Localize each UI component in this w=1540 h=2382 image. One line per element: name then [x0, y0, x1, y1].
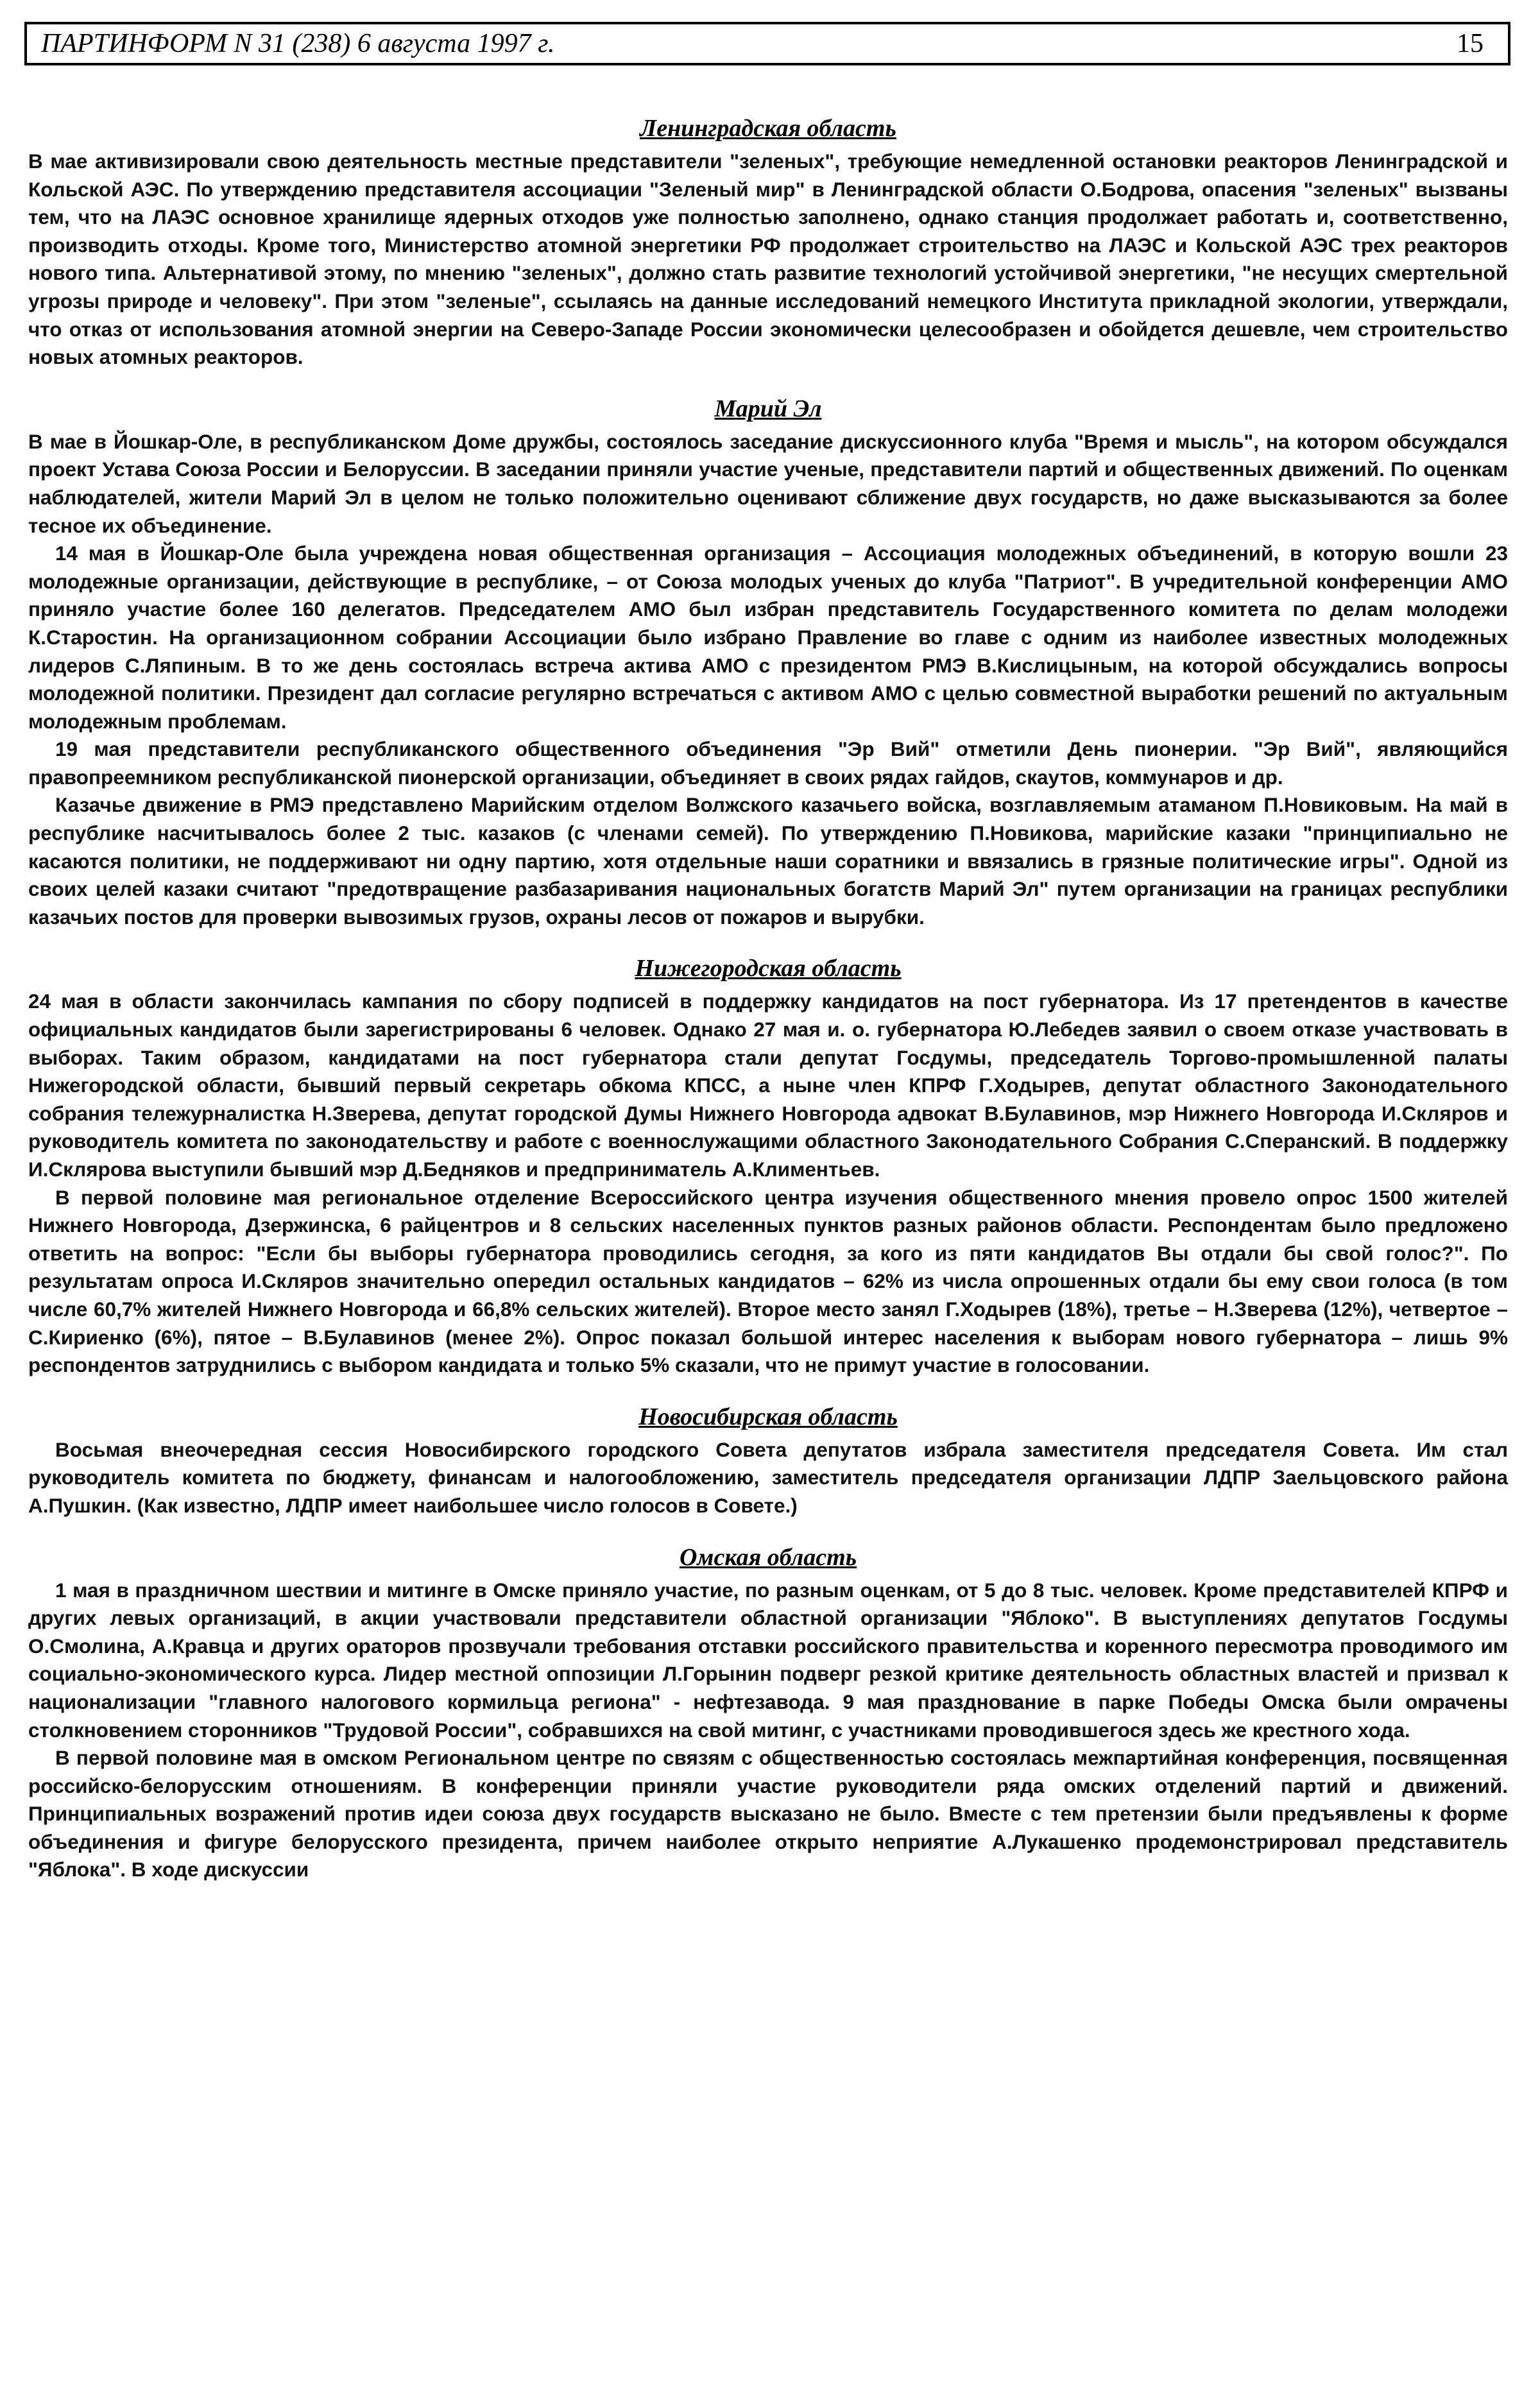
paragraph: Восьмая внеочередная сессия Новосибирского городского Совета депутатов избрала заместителя председателя Совета. Им стал руководитель комитета по бюджету, финансам и налогообложению, заместитель председателя организации ЛДПР Заельцовского района А.Пушкин. (Как известно, ЛДПР имеет наибольшее число голосов в Совете.) [28, 1437, 1508, 1517]
section-leningrad [28, 114, 1508, 372]
section-omsk [28, 1543, 1508, 1885]
section-title: Марий Эл [714, 395, 822, 422]
paragraph: В первой половине мая региональное отделение Всероссийского центра изучения общественного мнения провело опрос 1500 жителей Нижнего Новгорода, Дзержинска, 6 райцентров и 8 сельских населенных пунктов разных районов области. Респондентам было предложено ответить на вопрос: "Если бы выборы губернатора проводились сегодня, за кого из пяти кандидатов Вы отдали бы свой голос?". По результатам опроса И.Скляров значительно опередил остальных кандидатов – 62% из числа опрошенных отдали бы ему свои голоса (в том числе 60,7% жителей Нижнего Новгорода и 66,8% сельских жителей). Второе место занял Г.Ходырев (18%), третье – Н.Зверева (12%), четвертое – С.Кириенко (6%), пятое – В.Булавинов (менее 2%). Опрос показал большой интерес населения к выборам нового губернатора – лишь 9% респондентов затруднились с выбором кандидата и только 5% сказали, что не примут участие в голосовании. [28, 1185, 1508, 1377]
paragraph: Казачье движение в РМЭ представлено Марийским отделом Волжского казачьего войска, возглавляемым атаманом П.Новиковым. На май в республике насчитывалось более 2 тыс. казаков (с членами семей). По утверждению П.Новикова, марийские казаки "принципиально не касаются политики, не поддерживают ни одну партию, хотя отдельные наши соратники и ввязались в грязные политические игры". Одной из своих целей казаки считают "предотвращение разбазаривания национальных богатств Марий Эл" путем организации на границах республики казачьих постов для проверки вывозимых грузов, охраны лесов от пожаров и вырубки. [28, 793, 1508, 929]
paragraph: 1 мая в праздничном шествии и митинге в Омске приняло участие, по разным оценкам, от 5 до 8 тыс. человек. Кроме представителей КПРФ и других левых организаций, в акции участвовали представители областной организации "Яблоко". В выступлениях депутатов Госдумы О.Смолина, А.Кравца и других ораторов прозвучали требования отставки российского правительства и коренного пересмотра проводимого им социально-экономического курса. Лидер местной оппозиции Л.Горынин подверг резкой критике деятельность областных властей и призвал к национализации "главного налогового кормильца региона" - нефтезавода. 9 мая празднование в парке Победы Омска были омрачены столкновением сторонников "Трудовой России", собравшихся на свой митинг, с участниками проводившегося здесь же крестного хода. [28, 1578, 1508, 1742]
paragraph: 19 мая представители республиканского общественного объединения "Эр Вий" отметили День пионерии. "Эр Вий", являющийся правопреемником республиканской пионерской организации, объединяет в своих рядах гайдов, скаутов, коммунаров и др. [28, 737, 1508, 789]
publication-title: ПАРТИНФОРМ N 31 (238) 6 августа 1997 г. [41, 29, 555, 58]
section-title: Ленинградская область [640, 115, 896, 142]
page-header [24, 22, 1510, 65]
section-title: Новосибирская область [638, 1403, 898, 1430]
section-mari-el [28, 395, 1508, 932]
section-title: Нижегородская область [635, 955, 902, 982]
paragraph: В мае активизировали свою деятельность местные представители "зеленых", требующие немедленной остановки реакторов Ленинградской и Кольской АЭС. По утверждению представителя ассоциации "Зеленый мир" в Ленинградской области О.Бодрова, опасения "зеленых" вызваны тем, что на ЛАЭС основное хранилище ядерных отходов уже полностью заполнено, однако станция продолжает работать и, соответственно, производить отходы. Кроме того, Министерство атомной энергетики РФ продолжает строительство на ЛАЭС и Кольской АЭС трех реакторов нового типа. Альтернативой этому, по мнению "зеленых", должно стать развитие технологий устойчивой энергетики, "не несущих смертельной угрозы природе и человеку". При этом "зеленые", ссылаясь на данные исследований немецкого Института прикладной экологии, утверждали, что отказ от использования атомной энергии на Северо-Западе России экономически целесообразен и обойдется дешевле, чем строительство новых атомных реакторов. [28, 150, 1508, 369]
article-body [28, 114, 1508, 1884]
paragraph: 24 мая в области закончилась кампания по сбору подписей в поддержку кандидатов на пост губернатора. Из 17 претендентов в качестве официальных кандидатов были зарегистрированы 6 человек. Однако 27 мая и. о. губернатора Ю.Лебедев заявил о своем отказе участвовать в выборах. Таким образом, кандидатами на пост губернатора стали депутат Госдумы, председатель Торгово-промышленной палаты Нижегородской области, бывший первый секретарь обкома КПСС, а ныне член КПРФ Г.Ходырев, депутат областного Законодательного собрания тележурналистка Н.Зверева, депутат городской Думы Нижнего Новгорода адвокат В.Булавинов, мэр Нижнего Новгорода И.Скляров и руководитель комитета по законодательству и работе с военнослужащими областного Законодательного Собрания С.Сперанский. В поддержку И.Склярова выступили бывший мэр Д.Бедняков и предприниматель А.Климентьев. [28, 990, 1508, 1181]
paragraph: В мае в Йошкар-Оле, в республиканском Доме дружбы, состоялось заседание дискуссионного клуба "Время и мысль", на котором обсуждался проект Устава Союза России и Белоруссии. В заседании приняли участие ученые, представители партий и общественных движений. По оценкам наблюдателей, жители Марий Эл в целом не только положительно оценивают сближение двух государств, но даже высказываются за более тесное их объединение. [28, 429, 1508, 537]
section-novosibirsk [28, 1403, 1508, 1520]
paragraph: 14 мая в Йошкар-Оле была учреждена новая общественная организация – Ассоциация молодежных объединений, в которую вошли 23 молодежные организации, действующие в республике, – от Союза молодых ученых до клуба "Патриот". В учредительной конференции АМО приняло участие более 160 делегатов. Председателем АМО был избран представитель Государственного комитета по делам молодежи К.Старостин. На организационном собрании Ассоциации было избрано Правление во главе с одним из наиболее известных молодежных лидеров С.Ляпиным. В то же день состоялась встреча актива АМО с президентом РМЭ В.Кислицыным, на которой обсуждались вопросы молодежной политики. Президент дал согласие регулярно встречаться с активом АМО с целью совместной выработки решений по актуальным молодежным проблемам. [28, 542, 1508, 733]
paragraph: В первой половине мая в омском Региональном центре по связям с общественностью состоялась межпартийная конференция, посвященная российско-белорусским отношениям. В конференции приняли участие руководители ряда омских отделений партий и движений. Принципиальных возражений против идеи союза двух государств высказано не было. Вместе с тем претензии были предъявлены к форме объединения и фигуре белорусского президента, причем наиболее открыто неприятие А.Лукашенко продемонстрировал представитель "Яблока". В ходе дискуссии [28, 1746, 1508, 1881]
section-title: Омская область [679, 1543, 857, 1571]
section-nizhny-novgorod [28, 954, 1508, 1379]
page-number: 15 [1457, 29, 1484, 58]
